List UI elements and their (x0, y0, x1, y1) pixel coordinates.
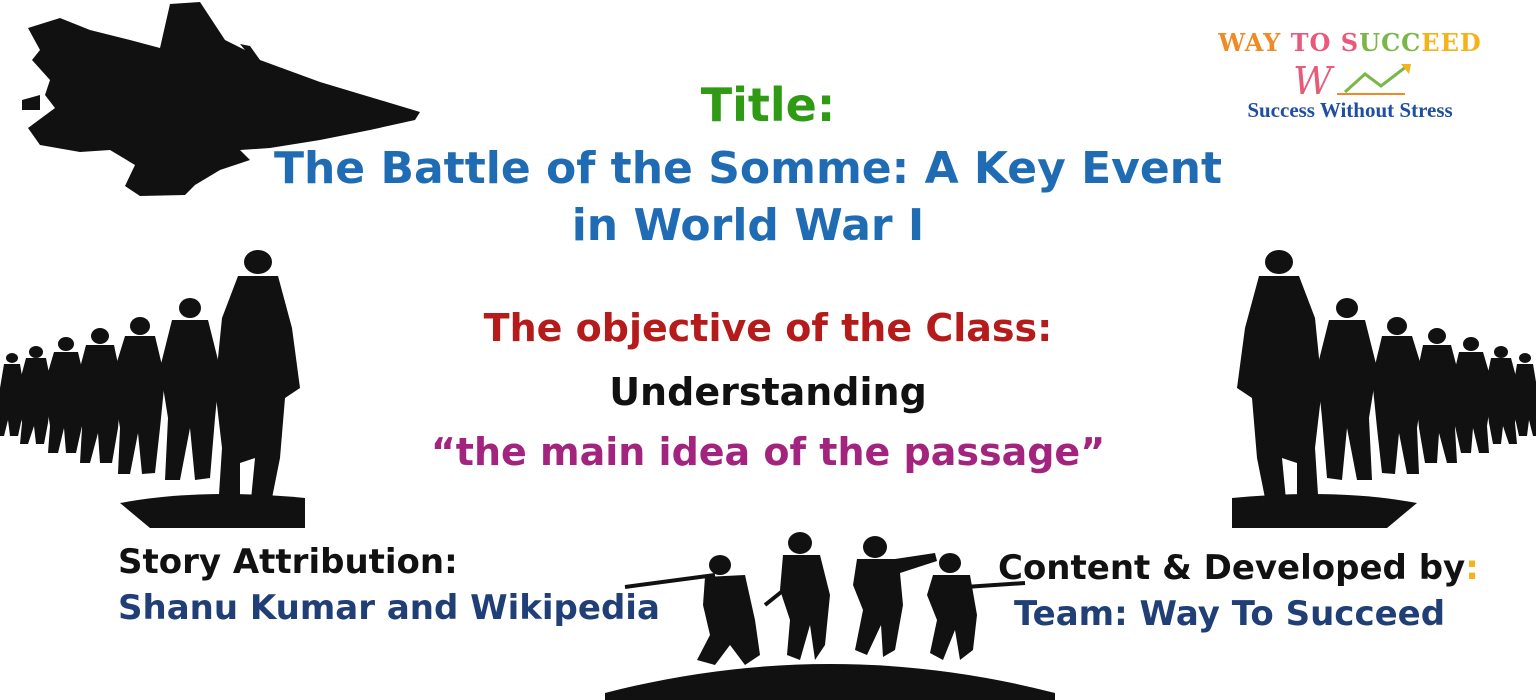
logo-title (1200, 28, 1500, 57)
logo-letter: Y (1263, 28, 1282, 57)
logo-letter: D (1459, 28, 1482, 57)
developed-by-value: Team: Way To Succeed (1014, 594, 1446, 634)
developed-by-colon: : (1465, 548, 1479, 588)
logo-letter: A (1244, 28, 1264, 57)
objective-text: Understanding (609, 370, 927, 414)
logo-letter: C (1381, 28, 1402, 57)
logo-letter: C (1401, 28, 1422, 57)
svg-text:W: W (1293, 60, 1333, 100)
logo-letter (1281, 28, 1290, 57)
logo-letter: E (1440, 28, 1460, 57)
logo-letter: O (1309, 28, 1332, 57)
logo-tagline: Success Without Stress (1247, 98, 1453, 122)
logo-letter (1331, 28, 1340, 57)
logo-letter: U (1359, 28, 1382, 57)
developed-by-label (998, 548, 1479, 588)
logo-letter: T (1290, 28, 1310, 57)
title-label: Title: (700, 78, 836, 132)
logo-letter: W (1218, 28, 1245, 57)
objective-label: The objective of the Class: (483, 306, 1053, 350)
combat-soldiers-hill-silhouette (605, 525, 1055, 700)
story-attribution-label: Story Attribution: (118, 542, 458, 582)
main-title: The Battle of the Somme: A Key Event in World War I (273, 143, 1223, 251)
developed-by-text: Content & Developed by (998, 548, 1466, 588)
logo-letter: S (1340, 28, 1360, 57)
logo-letter: E (1421, 28, 1441, 57)
objective-quote: “the main idea of the passage” (430, 430, 1106, 474)
story-attribution-value: Shanu Kumar and Wikipedia (118, 588, 660, 628)
